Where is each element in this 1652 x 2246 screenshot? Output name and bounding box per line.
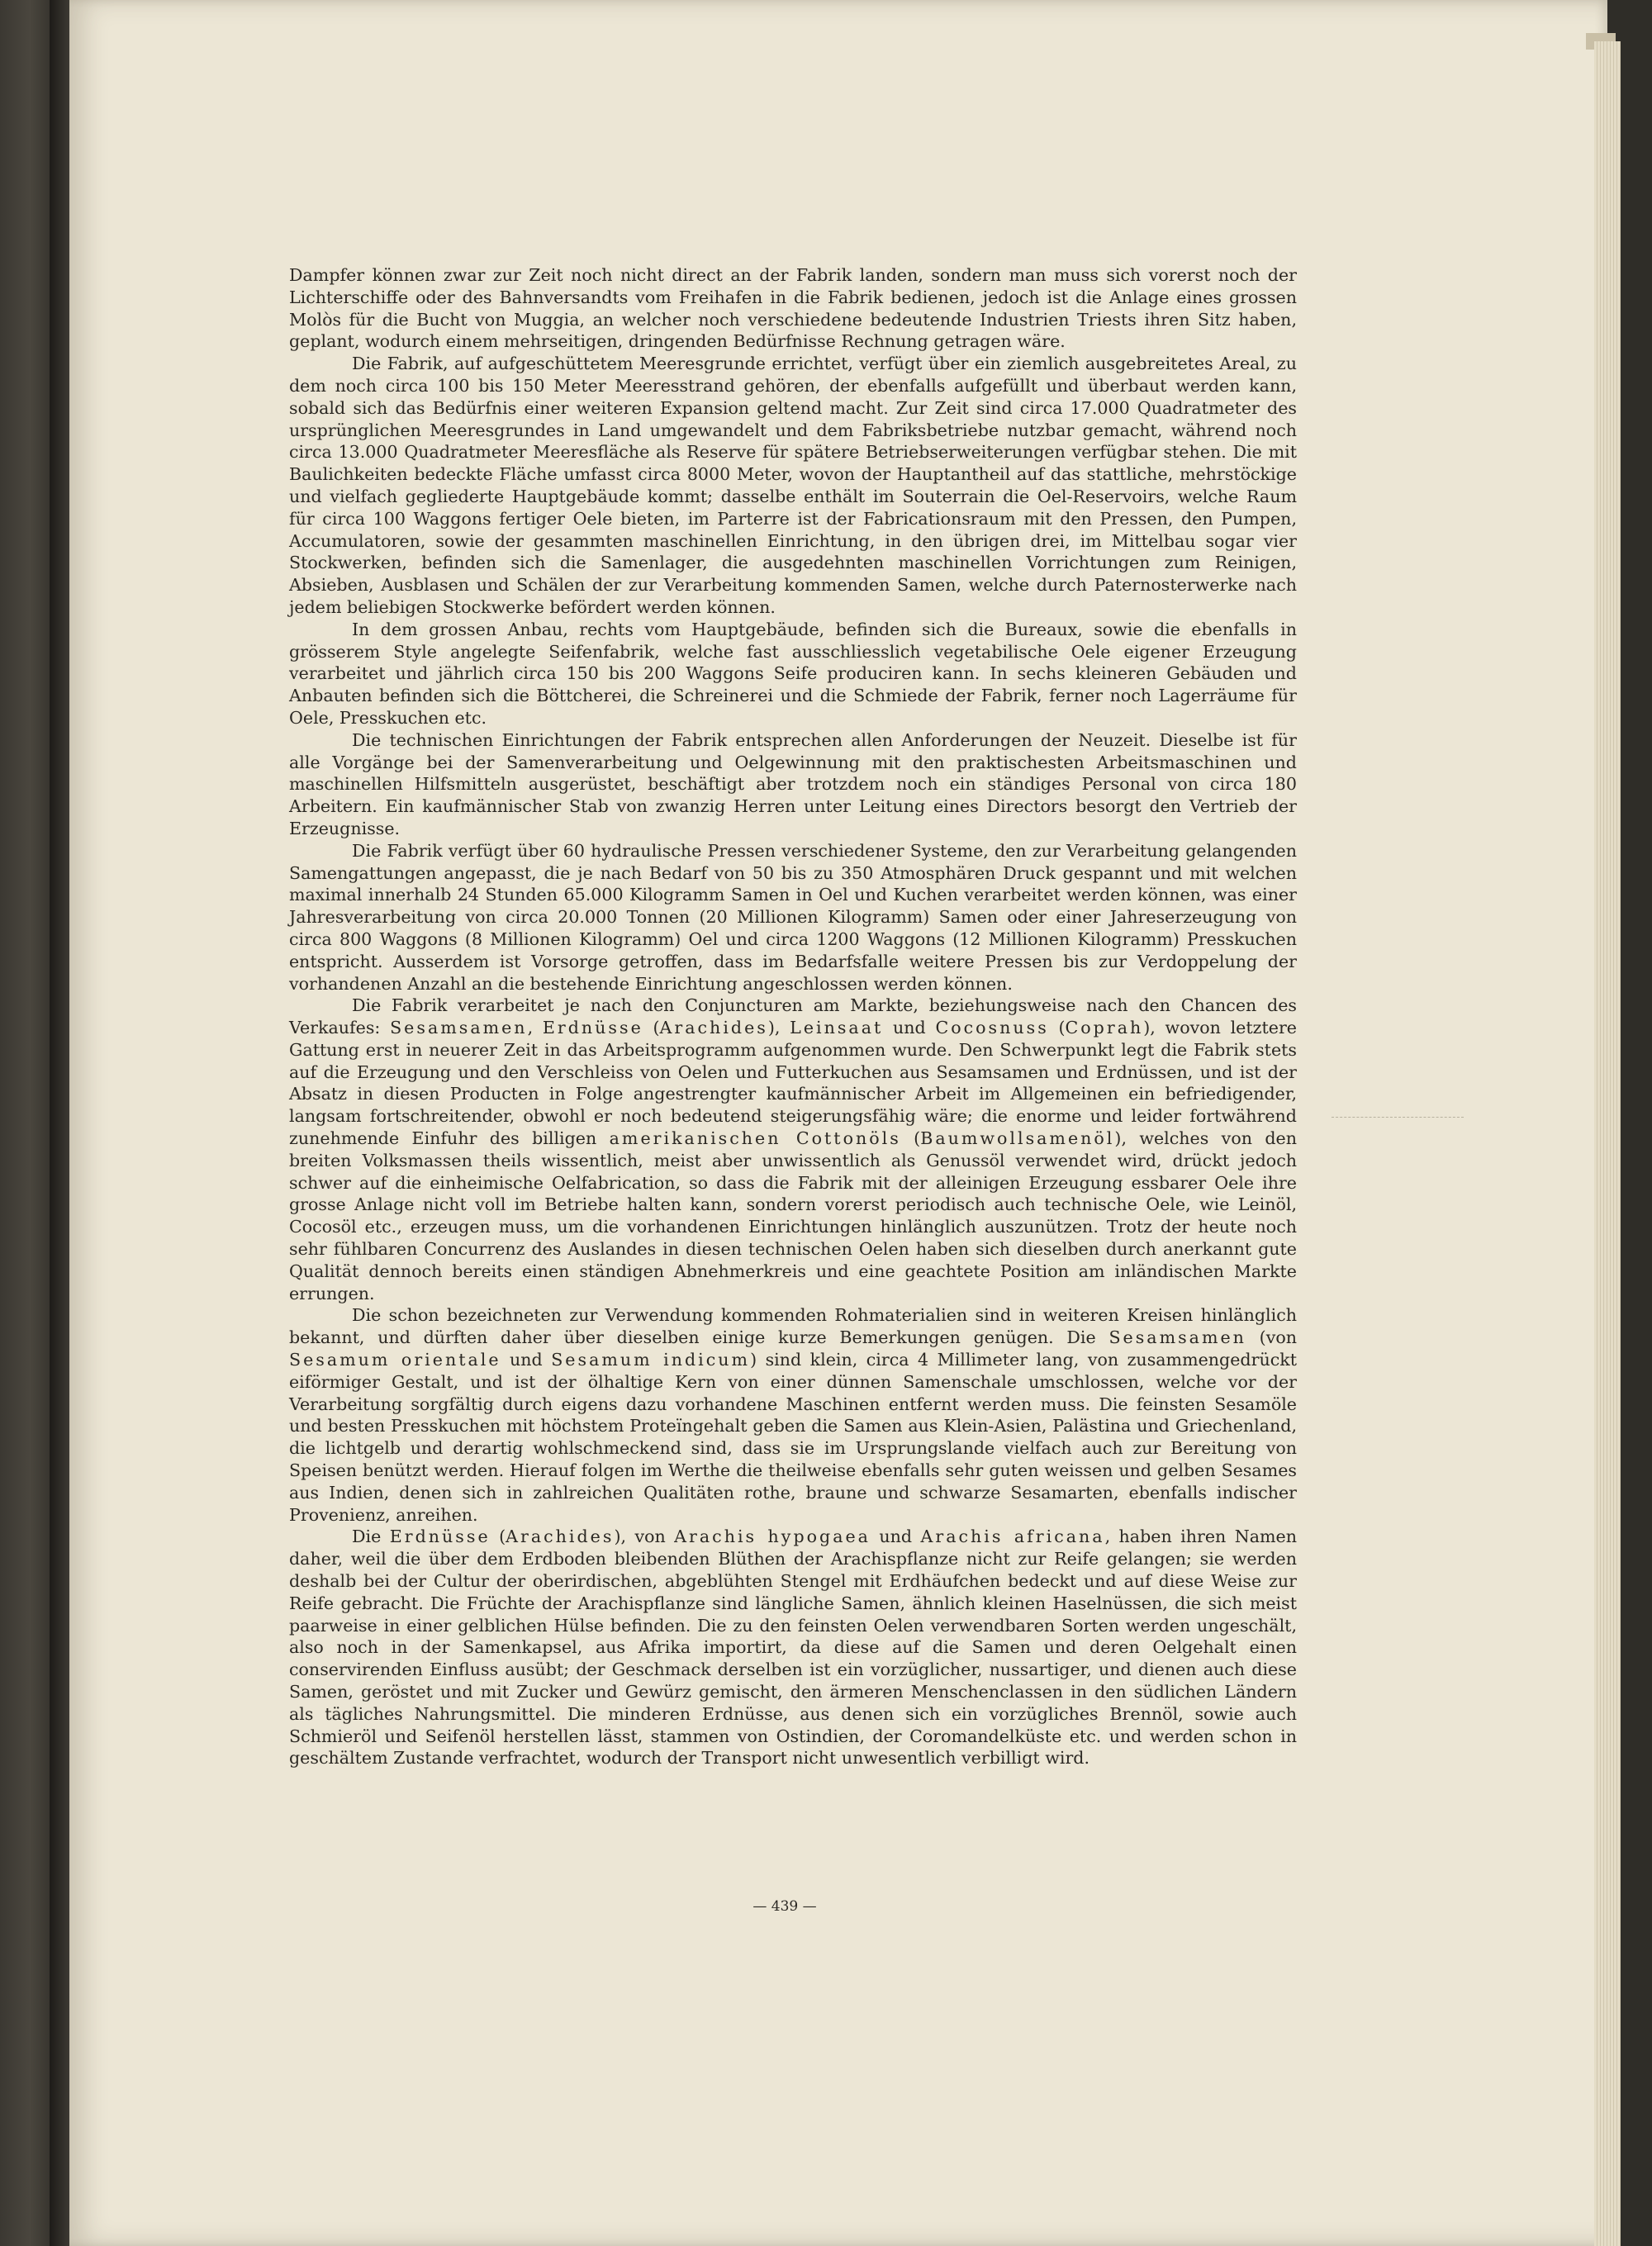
text-run: ( <box>1048 1018 1066 1038</box>
text-run: und <box>870 1527 921 1547</box>
paragraph <box>289 729 1297 840</box>
paragraph <box>289 353 1297 619</box>
text-run: ) sind klein, circa 4 Millimeter lang, von zusammengedrückt eiförmiger Gestalt, und ist der ölhaltige Kern von einer dünnen Samenschale umschlossen, welche vor der Verarbeitung sorgfältig durch eigens dazu vorhandene Maschinen entfernt werden muss. Die feinsten Sesamöle und besten Presskuchen mit höchstem Proteïngehalt geben die Samen aus Klein-Asien, Palästina und Griechenland, die lichtgelb und derartig wohlschmeckend sind, dass sie im Ursprungslande vielfach auch zur Bereitung von Speisen benützt werden. Hierauf folgen im Werthe die theilweise ebenfalls sehr guten weissen und gelben Sesames aus Indien, denen sich in zahlreichen Qualitäten rothe, braune und schwarze Sesamarten, ebenfalls indischer Provenienz, anreihen. <box>289 1350 1297 1525</box>
text-run: ), welches von den breiten Volksmassen theils wissentlich, meist aber unwissentlich als Genussöl verwendet wird, drückt jedoch schwer auf die einheimische Oelfabrication, so dass die Fabrik mit der alleinigen Erzeugung essbarer Oele ihre grosse Anlage nicht voll im Betriebe halten kann, sondern vorerst periodisch auch technische Oele, wie Leinöl, Cocosöl etc., erzeugen muss, um die vorhandenen Einrichtungen hinlänglich auszunützen. Trotz der heute noch sehr fühlbaren Concurrenz des Auslandes in diesen technischen Oelen haben sich dieselben durch anerkannt gute Qualität dennoch bereits einen ständigen Abnehmerkreis und eine geachtete Position am inländischen Markte errungen. <box>289 1128 1297 1303</box>
spaced-term: Sesamsamen <box>390 1018 528 1038</box>
text-run: Die schon bezeichneten zur Verwendung kommenden Rohmaterialien sind in weiteren Kreisen hinlänglich bekannt, und dürften daher über dieselben einige kurze Bemerkungen genügen. Die <box>289 1305 1297 1348</box>
text-run: ( <box>900 1128 921 1149</box>
paragraph <box>289 1304 1297 1526</box>
text-run: (von <box>1246 1327 1297 1348</box>
spaced-term: Coprah <box>1065 1018 1144 1038</box>
text-run: , haben ihren Namen daher, weil die über dem Erdboden bleibenden Blüthen der Arachispflanze nicht zur Reife gelangen; sie werden deshalb bei der Cultur der oberirdischen, abgeblühten Stengel mit Erdhäufchen bedeckt und auf diese Weise zur Reife gebracht. Die Früchte der Arachispflanze sind längliche Samen, ähnlich kleinen Haselnüssen, die sich meist paarweise in einer gelblichen Hülse befinden. Die zu den feinsten Oelen verwendbaren Sorten werden ungeschält, also noch in der Samenkapsel, aus Afrika importirt, da diese auf die Samen und deren Oelgehalt einen conservirenden Einfluss ausübt; der Geschmack derselben ist ein vorzüglicher, nussartiger, und dienen auch diese Samen, geröstet und mit Zucker und Gewürz gemischt, den ärmeren Menschenclassen in den südlichen Ländern als tägliches Nahrungsmittel. Die minderen Erdnüsse, aus denen sich ein vorzügliches Brennöl, sowie auch Schmieröl und Seifenöl herstellen lässt, stammen von Ostindien, der Coromandelküste etc. und werden schon in geschältem Zustande verfrachtet, wodurch der Transport nicht unwesentlich verbilligt wird. <box>289 1527 1297 1769</box>
margin-pencil-mark <box>1332 1117 1464 1118</box>
text-run: ), von <box>614 1527 675 1547</box>
text-run: ( <box>490 1527 506 1547</box>
spaced-term: Cocosnuss <box>935 1018 1049 1038</box>
spaced-term: Arachides <box>506 1527 615 1547</box>
text-run: und <box>501 1350 552 1370</box>
spaced-term: Arachis hypogaea <box>674 1527 871 1547</box>
spaced-term: amerikanischen Cottonöls <box>609 1128 901 1149</box>
paragraph <box>289 1526 1297 1769</box>
text-run: Dampfer können zwar zur Zeit noch nicht direct an der Fabrik landen, sondern man muss sich vorerst noch der Lichterschiffe oder des Bahnversandts vom Freihafen in die Fabrik bedienen, jedoch ist die Anlage eines grossen Molòs für die Bucht von Muggia, an welcher noch verschiedene bedeutende Industrien Triests ihren Sitz haben, geplant, wodurch einem mehrseitigen, dringenden Bedürfnisse Rechnung getragen wäre. <box>289 265 1297 352</box>
paragraph <box>289 840 1297 995</box>
text-run: ( <box>643 1018 660 1038</box>
page-number: — 439 — <box>752 1898 817 1915</box>
text-run: und <box>883 1018 936 1038</box>
text-run: Die Fabrik verarbeitet je nach den Conjuncturen am Markte, beziehungsweise nach den Chancen des Verkaufes: <box>289 995 1297 1038</box>
paragraph <box>289 619 1297 729</box>
text-run: ), <box>767 1018 790 1038</box>
paragraph <box>289 995 1297 1304</box>
body-text <box>289 264 1297 1769</box>
paragraph <box>289 264 1297 353</box>
spaced-term: Erdnüsse <box>542 1018 643 1038</box>
text-run: Die Fabrik verfügt über 60 hydraulische Pressen verschiedener Systeme, den zur Verarbeitung gelangenden Samengattungen angepasst, die je nach Bedarf von 50 bis zu 350 Atmosphären Druck gespannt und mit welchen maximal innerhalb 24 Stunden 65.000 Kilogramm Samen in Oel und Kuchen verarbeitet werden können, was einer Jahresverarbeitung von circa 20.000 Tonnen (20 Millionen Kilogramm) Samen oder einer Jahreserzeugung von circa 800 Waggons (8 Millionen Kilogramm) Oel und circa 1200 Waggons (12 Millionen Kilogramm) Presskuchen entspricht. Ausserdem ist Vorsorge getroffen, dass im Bedarfsfalle weitere Pressen bis zur Verdoppelung der vorhandenen Anzahl an die bestehende Einrichtung angeschlossen werden können. <box>289 840 1297 994</box>
spaced-term: Erdnüsse <box>389 1527 491 1547</box>
spaced-term: Sesamsamen <box>1108 1327 1246 1348</box>
spaced-term: Arachis africana <box>920 1527 1105 1547</box>
spaced-term: Leinsaat <box>790 1018 884 1038</box>
text-run: Die Fabrik, auf aufgeschüttetem Meeresgrunde errichtet, verfügt über ein ziemlich ausgebreitetes Areal, zu dem noch circa 100 bis 150 Meter Meeresstrand gehören, der ebenfalls aufgefüllt und überbaut werden kann, sobald sich das Bedürfnis einer weiteren Expansion geltend macht. Zur Zeit sind circa 17.000 Quadratmeter des ursprünglichen Meeresgrundes in Land umgewandelt und dem Fabriksbetriebe nutzbar gemacht, während noch circa 13.000 Quadratmeter Meeresfläche als Reserve für spätere Betriebserweiterungen verfügbar stehen. Die mit Baulichkeiten bedeckte Fläche umfasst circa 8000 Meter, wovon der Hauptantheil auf das stattliche, mehrstöckige und vielfach gegliederte Hauptgebäude kommt; dasselbe enthält im Souterrain die Oel-Reservoirs, welche Raum für circa 100 Waggons fertiger Oele bieten, im Parterre ist der Fabricationsraum mit den Pressen, den Pumpen, Accumulatoren, sowie der gesammten maschinellen Einrichtung, in den übrigen drei, im Mittelbau sogar vier Stockwerken, befinden sich die Samenlager, die ausgedehnten maschinellen Vorrichtungen zum Reinigen, Absieben, Ausblasen und Schälen der zur Verarbeitung kommenden Samen, welche durch Paternosterwerke nach jedem beliebigen Stockwerke befördert werden können. <box>289 354 1297 617</box>
spaced-term: Arachides <box>659 1018 768 1038</box>
spaced-term: Sesamum indicum <box>551 1350 751 1370</box>
text-run: In dem grossen Anbau, rechts vom Hauptgebäude, befinden sich die Bureaux, sowie die ebenfalls in grösserem Style angelegte Seifenfabrik, welche fast ausschliesslich vegetabilische Oele eigener Erzeugung verarbeitet und jährlich circa 150 bis 200 Waggons Seife produciren kann. In sechs kleineren Gebäuden und Anbauten befinden sich die Böttcherei, die Schreinerei und die Schmiede der Fabrik, ferner noch Lagerräume für Oele, Presskuchen etc. <box>289 619 1297 728</box>
spaced-term: Baumwollsamenöl <box>920 1128 1115 1149</box>
text-run: Die <box>352 1527 390 1547</box>
stacked-page-edges <box>1594 41 1621 2246</box>
text-run: , <box>527 1018 543 1038</box>
text-run: Die technischen Einrichtungen der Fabrik entsprechen allen Anforderungen der Neuzeit. Dieselbe ist für alle Vorgänge bei der Samenverarbeitung und Oelgewinnung mit den praktischesten Arbeitsmaschinen und maschinellen Hilfsmitteln ausgerüstet, beschäftigt aber trotzdem noch ein ständiges Personal von circa 180 Arbeitern. Ein kaufmännischer Stab von zwanzig Herren unter Leitung eines Directors besorgt den Vertrieb der Erzeugnisse. <box>289 729 1297 838</box>
text-run: ), wovon letztere Gattung erst in neuerer Zeit in das Arbeitsprogramm aufgenommen wurde. Den Schwerpunkt legt die Fabrik stets auf die Erzeugung und den Verschleiss von Oelen und Futterkuchen aus Sesamsamen und Erdnüssen, und ist der Absatz in diesen Producten in Folge angestrengter kaufmännischer Arbeit im Allgemeinen ein befriedigender, langsam fortschreitender, obwohl er noch bedeutend steigerungsfähig wäre; die enorme und leider fortwährend zunehmende Einfuhr des billigen <box>289 1018 1297 1149</box>
spaced-term: Sesamum orientale <box>289 1350 501 1370</box>
